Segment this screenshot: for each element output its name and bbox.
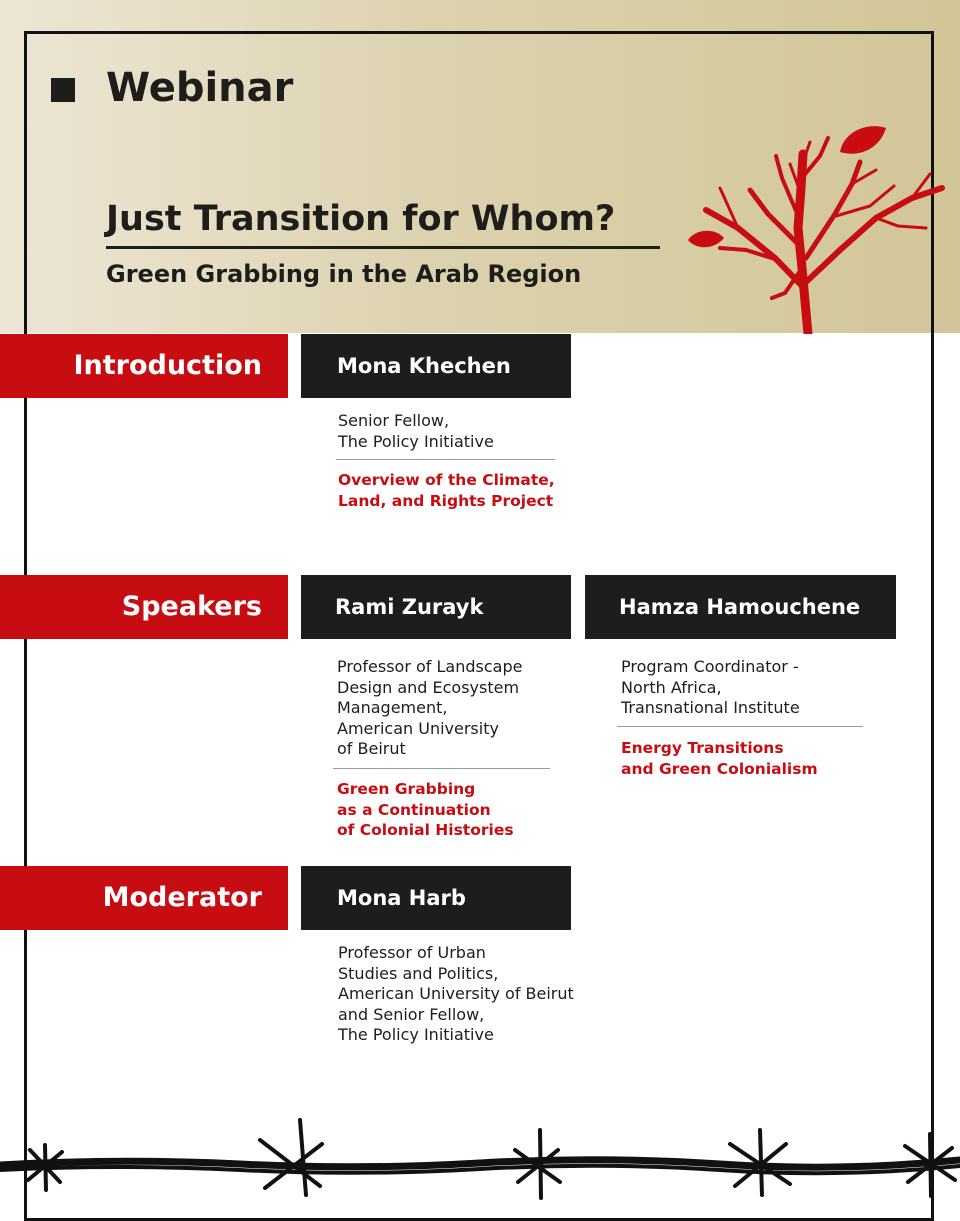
speakers-bar: Speakers: [0, 575, 288, 639]
speaker1-divider: [333, 768, 550, 769]
red-tree-icon: [680, 118, 950, 334]
webinar-label: Webinar: [106, 65, 294, 111]
barbed-wire-icon: [0, 1110, 960, 1200]
square-bullet-icon: [51, 78, 75, 102]
speaker2-divider: [617, 726, 863, 727]
page-subtitle: Green Grabbing in the Arab Region: [106, 260, 582, 288]
introduction-bar: Introduction: [0, 334, 288, 398]
speaker2-name-box: Hamza Hamouchene: [585, 575, 896, 639]
intro-divider: [336, 459, 555, 460]
intro-name-box: Mona Khechen: [301, 334, 571, 398]
speaker1-name-box: Rami Zurayk: [301, 575, 571, 639]
intro-role: Senior Fellow, The Policy Initiative: [338, 411, 494, 451]
moderator-bar: Moderator: [0, 866, 288, 930]
speaker2-topic: Energy Transitions and Green Colonialism: [621, 739, 818, 778]
speaker1-topic: Green Grabbing as a Continuation of Colonial Histories: [337, 780, 514, 839]
page-title: Just Transition for Whom?: [106, 194, 660, 249]
speaker1-role: Professor of Landscape Design and Ecosystem Management, American University of Beirut: [337, 657, 523, 758]
intro-topic: Overview of the Climate, Land, and Rights Project: [338, 471, 555, 510]
moderator-role: Professor of Urban Studies and Politics, American University of Beirut and Senior Fellow, The Policy Initiative: [338, 943, 574, 1044]
moderator-name-box: Mona Harb: [301, 866, 571, 930]
speaker2-role: Program Coordinator - North Africa, Transnational Institute: [621, 657, 800, 717]
